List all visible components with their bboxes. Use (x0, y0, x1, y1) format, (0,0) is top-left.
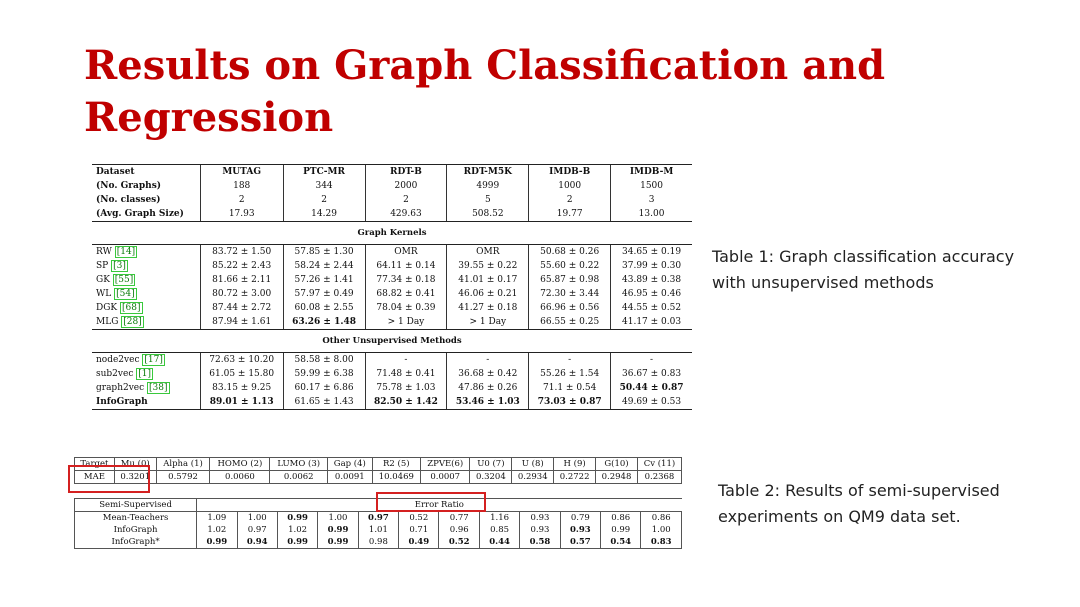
header-cell: HOMO (2) (210, 458, 270, 471)
value-cell: 44.55 ± 0.52 (611, 301, 692, 315)
value-cell: 41.17 ± 0.03 (611, 315, 692, 330)
error-ratio-label: Error Ratio (197, 499, 682, 512)
value-cell: 81.66 ± 2.11 (200, 273, 283, 287)
value-cell: 87.44 ± 2.72 (200, 301, 283, 315)
header-cell: 1000 (529, 179, 611, 193)
value-cell: 0.44 (479, 536, 519, 549)
value-cell: 0.99 (277, 512, 317, 525)
header-cell: 2 (283, 193, 365, 207)
table-row (92, 245, 692, 260)
value-cell: 0.77 (439, 512, 479, 525)
value-cell: 61.05 ± 15.80 (200, 367, 283, 381)
header-row-size (92, 207, 692, 222)
method-name: graph2vec (96, 383, 145, 393)
table-row (92, 273, 692, 287)
slide-title: Results on Graph Classification and Regression (84, 42, 886, 141)
row-label: InfoGraph* (75, 536, 197, 549)
table1-caption: Table 1: Graph classification accuracy with unsupervised methods (712, 247, 1015, 292)
value-cell: 1.09 (197, 512, 237, 525)
value-cell: 0.3204 (470, 471, 512, 484)
value-cell: 36.67 ± 0.83 (611, 367, 692, 381)
header-cell: Dataset (92, 165, 200, 180)
value-cell: 47.86 ± 0.26 (447, 381, 529, 395)
method-name: MLG (96, 317, 119, 327)
method-name: WL (96, 289, 112, 299)
header-row-classes (92, 193, 692, 207)
table-row (75, 524, 682, 536)
row-label: MAE (75, 471, 115, 484)
value-cell: 57.26 ± 1.41 (283, 273, 365, 287)
method-cell (92, 315, 200, 330)
value-cell: 61.65 ± 1.43 (283, 395, 365, 410)
header-cell: (Avg. Graph Size) (92, 207, 200, 222)
value-cell: 77.34 ± 0.18 (365, 273, 447, 287)
value-cell: 57.97 ± 0.49 (283, 287, 365, 301)
header-cell: H (9) (554, 458, 596, 471)
value-cell: 0.93 (560, 524, 600, 536)
section-label: Other Unsupervised Methods (322, 336, 462, 346)
value-cell: 83.72 ± 1.50 (200, 245, 283, 260)
header-cell: 5 (447, 193, 529, 207)
header-cell: Gap (4) (327, 458, 372, 471)
value-cell: 1.00 (318, 512, 358, 525)
header-cell: R2 (5) (372, 458, 420, 471)
value-cell: 34.65 ± 0.19 (611, 245, 692, 260)
method-name: InfoGraph (96, 397, 148, 407)
value-cell: 10.0469 (372, 471, 420, 484)
value-cell: 0.0091 (327, 471, 372, 484)
header-cell: RDT-B (365, 165, 447, 180)
table-row (92, 381, 692, 395)
header-cell: 14.29 (283, 207, 365, 222)
value-cell: 46.95 ± 0.46 (611, 287, 692, 301)
value-cell: 0.71 (399, 524, 439, 536)
table-row (92, 259, 692, 273)
value-cell: 0.0062 (270, 471, 328, 484)
value-cell: > 1 Day (365, 315, 447, 330)
header-cell: ZPVE(6) (421, 458, 470, 471)
value-cell: 0.99 (318, 536, 358, 549)
value-cell: 0.54 (601, 536, 641, 549)
value-cell: 0.0007 (421, 471, 470, 484)
value-cell: 0.99 (197, 536, 237, 549)
value-cell: 0.99 (601, 524, 641, 536)
value-cell: 0.86 (601, 512, 641, 525)
table-row (75, 512, 682, 525)
method-cell (92, 287, 200, 301)
value-cell: 0.99 (318, 524, 358, 536)
value-cell: 72.63 ± 10.20 (200, 353, 283, 368)
value-cell: 37.99 ± 0.30 (611, 259, 692, 273)
error-ratio-highlight-box (376, 492, 486, 512)
header-cell: LUMO (3) (270, 458, 328, 471)
method-cell (92, 367, 200, 381)
value-cell: 60.17 ± 6.86 (283, 381, 365, 395)
value-cell: 55.60 ± 0.22 (529, 259, 611, 273)
value-cell: 0.85 (479, 524, 519, 536)
header-cell: 188 (200, 179, 283, 193)
value-cell: 68.82 ± 0.41 (365, 287, 447, 301)
value-cell: 78.04 ± 0.39 (365, 301, 447, 315)
value-cell: 0.2368 (637, 471, 681, 484)
header-cell: U (8) (512, 458, 554, 471)
value-cell: 53.46 ± 1.03 (447, 395, 529, 410)
value-cell: 0.97 (237, 524, 277, 536)
table-row (92, 315, 692, 330)
value-cell: 65.87 ± 0.98 (529, 273, 611, 287)
value-cell: 89.01 ± 1.13 (200, 395, 283, 410)
mae-highlight-box (68, 465, 150, 493)
method-name: node2vec (96, 355, 140, 365)
mae-row (75, 471, 682, 484)
value-cell: - (447, 353, 529, 368)
value-cell: 49.69 ± 0.53 (611, 395, 692, 410)
table2-caption: Table 2: Results of semi-supervised experiments on QM9 data set. (718, 481, 1000, 526)
header-cell: G(10) (596, 458, 638, 471)
value-cell: 0.0060 (210, 471, 270, 484)
value-cell: 0.49 (399, 536, 439, 549)
qm9-mae-table (74, 457, 682, 484)
header-cell: 19.77 (529, 207, 611, 222)
value-cell: 57.85 ± 1.30 (283, 245, 365, 260)
method-cell (92, 395, 200, 410)
value-cell: 1.02 (277, 524, 317, 536)
graph-classification-table (92, 164, 692, 410)
value-cell: 83.15 ± 9.25 (200, 381, 283, 395)
value-cell: 41.01 ± 0.17 (447, 273, 529, 287)
value-cell: 0.2948 (596, 471, 638, 484)
header-cell: RDT-M5K (447, 165, 529, 180)
header-cell: MUTAG (200, 165, 283, 180)
value-cell: 0.98 (358, 536, 398, 549)
header-cell: IMDB-M (611, 165, 692, 180)
value-cell: 0.94 (237, 536, 277, 549)
header-cell: Mu (0) (114, 458, 156, 471)
value-cell: 0.99 (277, 536, 317, 549)
section-label: Graph Kernels (357, 228, 427, 238)
value-cell: 58.24 ± 2.44 (283, 259, 365, 273)
value-cell: 50.68 ± 0.26 (529, 245, 611, 260)
value-cell: 46.06 ± 0.21 (447, 287, 529, 301)
header-cell: 2000 (365, 179, 447, 193)
table-row (92, 353, 692, 368)
value-cell: 0.52 (399, 512, 439, 525)
value-cell: 41.27 ± 0.18 (447, 301, 529, 315)
value-cell: 75.78 ± 1.03 (365, 381, 447, 395)
citation-link[interactable]: [54] (116, 289, 135, 299)
value-cell: - (529, 353, 611, 368)
citation-link[interactable]: [17] (144, 355, 163, 365)
header-cell: 3 (611, 193, 692, 207)
value-cell: 0.3201 (114, 471, 156, 484)
value-cell: 58.58 ± 8.00 (283, 353, 365, 368)
table-row (75, 536, 682, 549)
value-cell: 64.11 ± 0.14 (365, 259, 447, 273)
value-cell: 71.48 ± 0.41 (365, 367, 447, 381)
value-cell: 87.94 ± 1.61 (200, 315, 283, 330)
citation-link[interactable]: [68] (122, 303, 141, 313)
value-cell: 0.58 (520, 536, 560, 549)
value-cell: OMR (365, 245, 447, 260)
header-cell: 13.00 (611, 207, 692, 222)
value-cell: 0.79 (560, 512, 600, 525)
value-cell: 1.00 (641, 524, 682, 536)
header-row-graphs (92, 179, 692, 193)
method-cell (92, 381, 200, 395)
value-cell: 0.52 (439, 536, 479, 549)
citation-link[interactable]: [28] (123, 317, 142, 327)
value-cell: 73.03 ± 0.87 (529, 395, 611, 410)
citation-link[interactable]: [1] (138, 369, 151, 379)
method-name: RW (96, 247, 112, 257)
value-cell: 43.89 ± 0.38 (611, 273, 692, 287)
method-name: DGK (96, 303, 118, 313)
method-name: GK (96, 275, 110, 285)
value-cell: 0.83 (641, 536, 682, 549)
value-cell: 0.97 (358, 512, 398, 525)
header-cell: 344 (283, 179, 365, 193)
value-cell: 1.00 (237, 512, 277, 525)
table-row (92, 301, 692, 315)
value-cell: 50.44 ± 0.87 (611, 381, 692, 395)
value-cell: 0.96 (439, 524, 479, 536)
row-label: Semi-Supervised (75, 499, 197, 512)
header-cell: 4999 (447, 179, 529, 193)
value-cell: 85.22 ± 2.43 (200, 259, 283, 273)
row-label: InfoGraph (75, 524, 197, 536)
header-cell: U0 (7) (470, 458, 512, 471)
citation-link[interactable]: [3] (113, 261, 126, 271)
value-cell: 36.68 ± 0.42 (447, 367, 529, 381)
method-cell (92, 301, 200, 315)
citation-link[interactable]: [14] (116, 247, 136, 257)
table-row (92, 287, 692, 301)
method-name: SP (96, 261, 109, 271)
header-cell: IMDB-B (529, 165, 611, 180)
value-cell: 71.1 ± 0.54 (529, 381, 611, 395)
table-row (92, 395, 692, 410)
value-cell: 0.2934 (512, 471, 554, 484)
value-cell: - (365, 353, 447, 368)
value-cell: - (611, 353, 692, 368)
header-cell: PTC-MR (283, 165, 365, 180)
header-cell: 2 (529, 193, 611, 207)
value-cell: OMR (447, 245, 529, 260)
header-cell: 2 (365, 193, 447, 207)
header-cell: 1500 (611, 179, 692, 193)
header-cell: Target (75, 458, 115, 471)
value-cell: 0.2722 (554, 471, 596, 484)
section-row (92, 330, 692, 353)
header-cell: 508.52 (447, 207, 529, 222)
value-cell: 72.30 ± 3.44 (529, 287, 611, 301)
value-cell: 1.01 (358, 524, 398, 536)
header-row-dataset (92, 165, 692, 180)
header-cell: Cv (11) (637, 458, 681, 471)
method-cell (92, 245, 200, 260)
header-cell: 429.63 (365, 207, 447, 222)
header-cell: 2 (200, 193, 283, 207)
table-row (92, 367, 692, 381)
row-label: Mean-Teachers (75, 512, 197, 525)
method-cell (92, 273, 200, 287)
value-cell: > 1 Day (447, 315, 529, 330)
value-cell: 0.86 (641, 512, 682, 525)
method-name: sub2vec (96, 369, 134, 379)
value-cell: 60.08 ± 2.55 (283, 301, 365, 315)
value-cell: 66.55 ± 0.25 (529, 315, 611, 330)
value-cell: 0.57 (560, 536, 600, 549)
value-cell: 1.16 (479, 512, 519, 525)
value-cell: 39.55 ± 0.22 (447, 259, 529, 273)
value-cell: 0.5792 (156, 471, 210, 484)
value-cell: 1.02 (197, 524, 237, 536)
method-cell (92, 353, 200, 368)
header-cell: (No. Graphs) (96, 181, 162, 191)
value-cell: 59.99 ± 6.38 (283, 367, 365, 381)
value-cell: 82.50 ± 1.42 (365, 395, 447, 410)
value-cell: 0.93 (520, 524, 560, 536)
value-cell: 55.26 ± 1.54 (529, 367, 611, 381)
value-cell: 0.93 (520, 512, 560, 525)
citation-link[interactable]: [55] (114, 275, 134, 285)
citation-link[interactable]: [38] (149, 383, 168, 393)
value-cell: 66.96 ± 0.56 (529, 301, 611, 315)
value-cell: 63.26 ± 1.48 (283, 315, 365, 330)
value-cell: 80.72 ± 3.00 (200, 287, 283, 301)
header-cell: 17.93 (200, 207, 283, 222)
section-row (92, 222, 692, 245)
target-header-row (75, 458, 682, 471)
header-cell: (No. classes) (96, 195, 161, 205)
header-cell: Alpha (1) (156, 458, 210, 471)
method-cell (92, 259, 200, 273)
